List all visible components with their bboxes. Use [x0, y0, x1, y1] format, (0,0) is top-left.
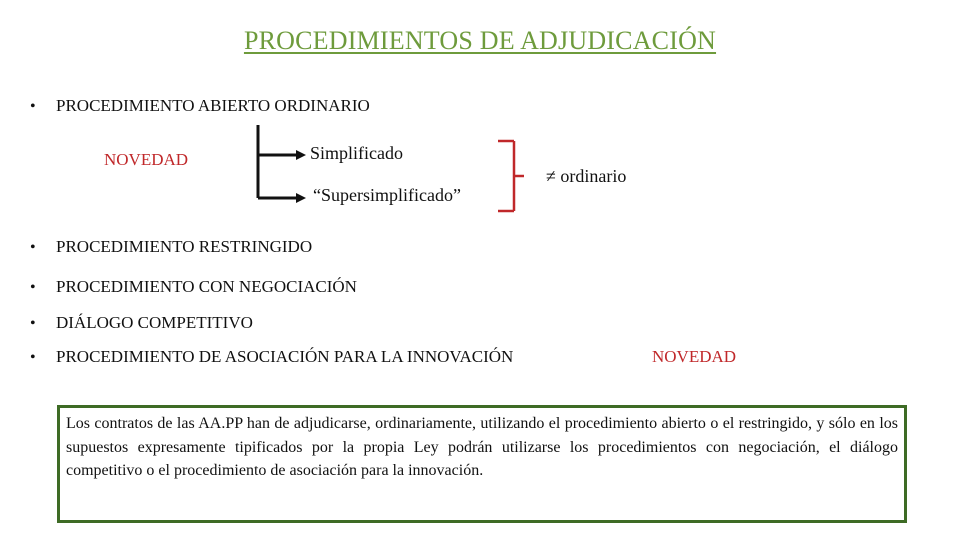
branch-connector: [258, 125, 296, 198]
bullet-dot: •: [30, 279, 36, 296]
bullet-dot: •: [30, 349, 36, 366]
page-title: PROCEDIMIENTOS DE ADJUDICACIÓN: [243, 26, 717, 55]
bullet-dot: •: [30, 315, 36, 332]
simplificado-label: Simplificado: [310, 143, 403, 163]
bullet-dot: •: [30, 239, 36, 256]
arrow-head-supersimplificado: [296, 193, 306, 203]
bullet-label: PROCEDIMIENTO RESTRINGIDO: [56, 237, 313, 256]
bullet-item-asociacion-innovacion: [30, 347, 513, 367]
supersimplificado-label: “Supersimplificado”: [313, 185, 461, 205]
bullet-item-dialogo-competitivo: [30, 313, 253, 333]
novedad-label: NOVEDAD: [104, 150, 189, 169]
bullet-item-abierto-ordinario: [30, 96, 370, 116]
bullet-dot: •: [30, 98, 36, 115]
novedad-label-asociacion: NOVEDAD: [652, 347, 737, 366]
bullet-item-negociacion: [30, 277, 357, 297]
bullet-label: DIÁLOGO COMPETITIVO: [56, 313, 253, 332]
bullet-item-restringido: [30, 237, 312, 257]
bullet-label: PROCEDIMIENTO ABIERTO ORDINARIO: [56, 96, 370, 115]
distinto-ordinario-label: ≠ ordinario: [546, 166, 627, 186]
bullet-label: PROCEDIMIENTO DE ASOCIACIÓN PARA LA INNOVACIÓN: [56, 347, 514, 366]
bullet-label: PROCEDIMIENTO CON NEGOCIACIÓN: [56, 277, 357, 296]
legal-note-box: [57, 405, 907, 523]
right-brace: [498, 141, 524, 211]
legal-note-text: Los contratos de las AA.PP han de adjudicarse, ordinariamente, utilizando el procedimiento abierto o el restringido, y sólo en los supuestos expresamente tipificados por la propia Ley podrán utilizarse los procedimientos con negociación, el diálogo competitivo o el procedimiento de asociación para la innovación.: [66, 415, 898, 479]
arrow-head-simplificado: [296, 150, 306, 160]
